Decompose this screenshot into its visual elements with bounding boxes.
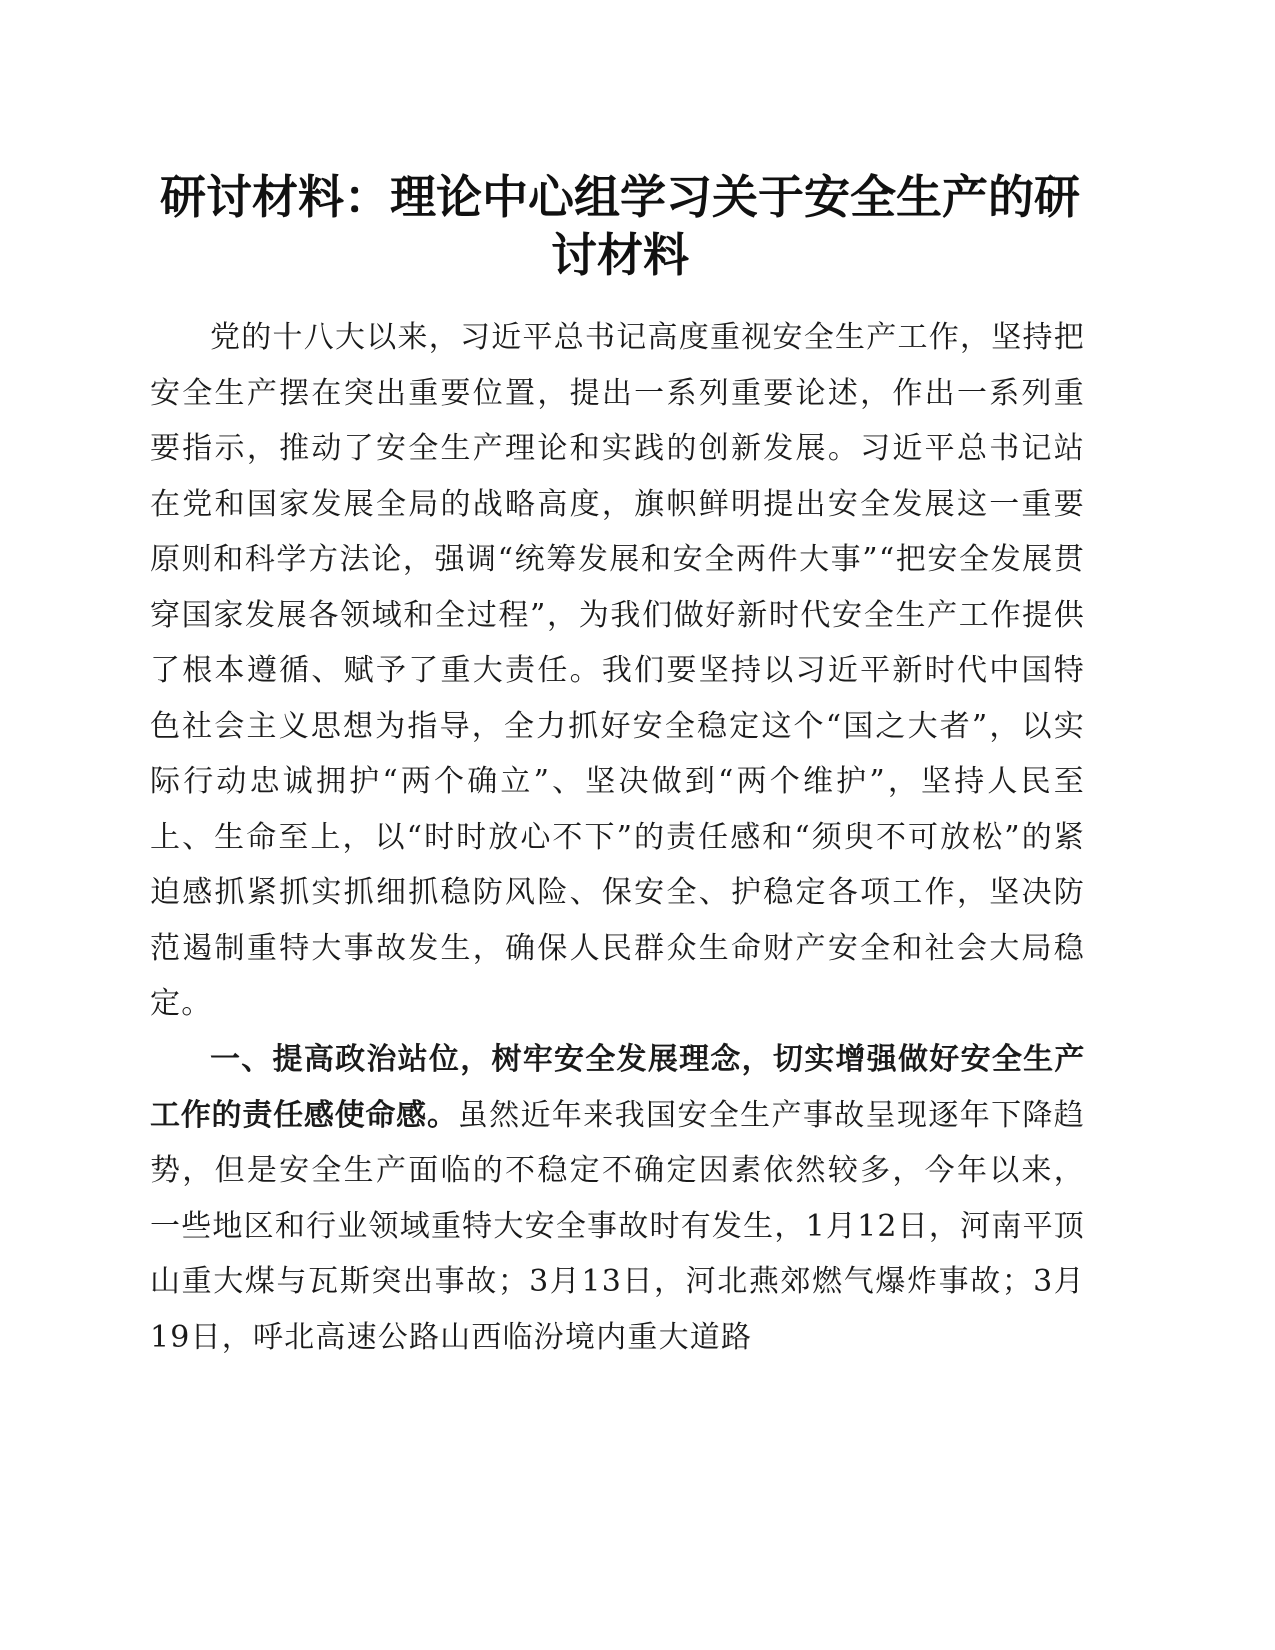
section-1-heading: 一、提高政治站位，树牢安全发展理念，切实增强做好安全生产工作的责任感使命感。 (150, 1042, 1085, 1133)
section-1-text: 虽然近年来我国安全生产事故呈现逐年下降趋势，但是安全生产面临的不稳定不确定因素依然较多，今年以来，一些地区和行业领域重特大安全事故时有发生，1月12日，河南平顶山重大煤与瓦斯突出事故；3月13日，河北燕郊燃气爆炸事故；3月19日，呼北高速公路山西临汾境内重大道路 (150, 1097, 1086, 1355)
body-paragraph-intro: 党的十八大以来，习近平总书记高度重视安全生产工作，坚持把安全生产摆在突出重要位置，提出一系列重要论述，作出一系列重要指示，推动了安全生产理论和实践的创新发展。习近平总书记站在党和国家发展全局的战略高度，旗帜鲜明提出安全发展这一重要原则和科学方法论，强调“统筹发展和安全两件大事”“把安全发展贯穿国家发展各领域和全过程”，为我们做好新时代安全生产工作提供了根本遵循、赋予了重大责任。我们要坚持以习近平新时代中国特色社会主义思想为指导，全力抓好安全稳定这个“国之大者”，以实际行动忠诚拥护“两个确立”、坚决做到“两个维护”，坚持人民至上、生命至上，以“时时放心不下”的责任感和“须臾不可放松”的紧迫感抓紧抓实抓细抓稳防风险、保安全、护稳定各项工作，坚决防范遏制重特大事故发生，确保人民群众生命财产安全和社会大局稳定。 (150, 320, 1085, 1021)
document-title: 研讨材料：理论中心组学习关于安全生产的研讨材料 (160, 170, 1080, 282)
body-paragraph-section-1 (150, 1032, 1085, 1365)
